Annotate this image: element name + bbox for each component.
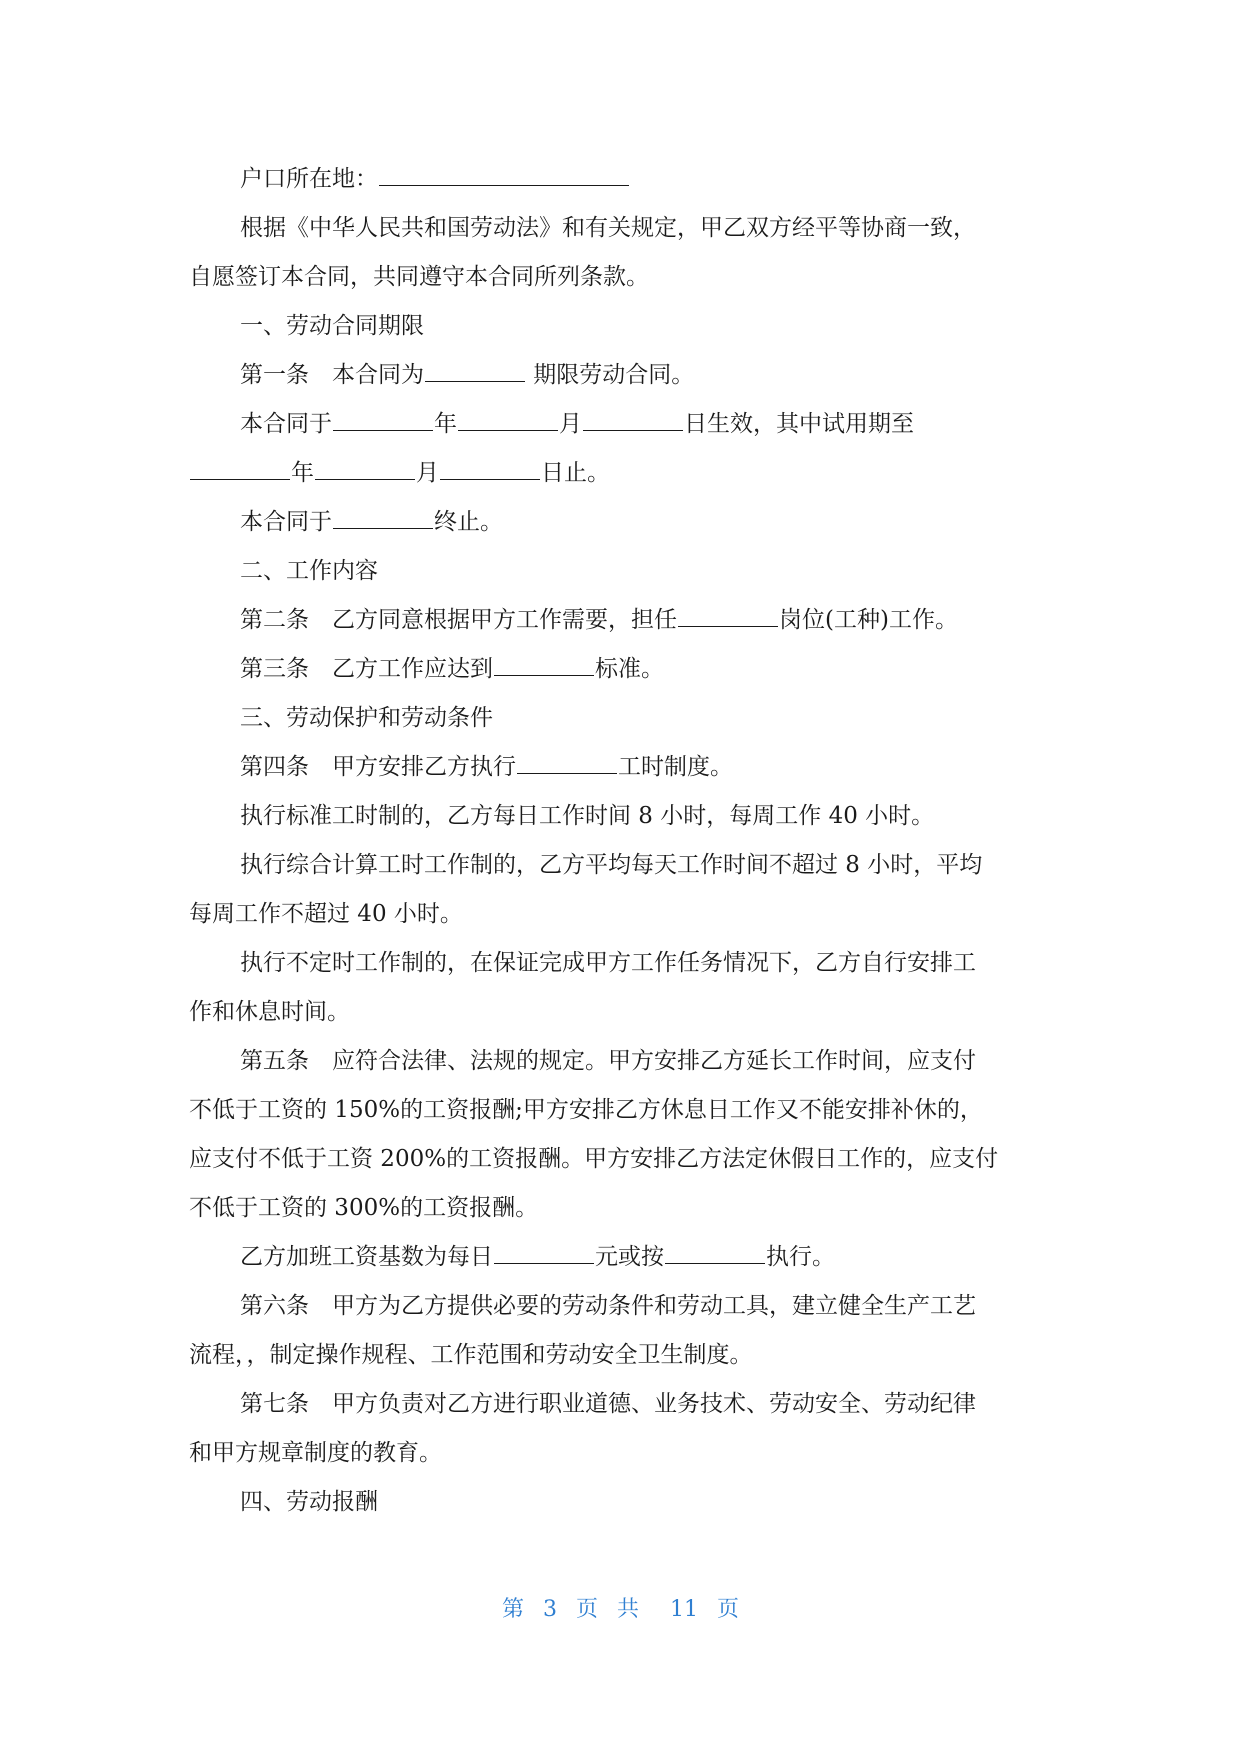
line-text: 三、劳动保护和劳动条件 — [240, 705, 493, 731]
current-page-number: 3 — [542, 1597, 557, 1622]
line-text: 终止。 — [434, 509, 503, 535]
footer-word-ye-end: 页 — [717, 1597, 740, 1622]
line-text: 执行标准工时制的，乙方每日工作时间 8 小时，每周工作 40 小时。 — [240, 803, 935, 829]
fill-in-blank — [678, 602, 778, 627]
footer-word-ye: 页 — [575, 1597, 598, 1622]
line-text: 年 — [291, 460, 314, 486]
page-footer — [0, 1592, 1241, 1623]
fill-in-blank — [517, 749, 617, 774]
paragraph-line — [189, 449, 1051, 498]
line-text: 作和休息时间。 — [189, 999, 350, 1025]
paragraph-line — [189, 498, 1051, 547]
paragraph-line — [189, 939, 1051, 988]
line-text: 本合同于 — [240, 509, 332, 535]
paragraph-line — [189, 253, 1051, 302]
paragraph-line — [189, 890, 1051, 939]
fill-in-blank — [665, 1239, 765, 1264]
fill-in-blank — [440, 455, 540, 480]
line-text: 本合同于 — [240, 411, 332, 437]
fill-in-blank — [315, 455, 415, 480]
fill-in-blank — [583, 406, 683, 431]
paragraph-line — [189, 841, 1051, 890]
line-text: 工时制度。 — [618, 754, 733, 780]
fill-in-blank — [379, 161, 629, 186]
line-text: 第二条 乙方同意根据甲方工作需要，担任 — [240, 607, 677, 633]
paragraph-line — [189, 645, 1051, 694]
paragraph-line — [189, 155, 1051, 204]
paragraph-line — [189, 1380, 1051, 1429]
paragraph-line — [189, 1282, 1051, 1331]
paragraph-line — [189, 694, 1051, 743]
total-page-count: 11 — [670, 1597, 699, 1622]
paragraph-line — [189, 302, 1051, 351]
line-text: 第四条 甲方安排乙方执行 — [240, 754, 516, 780]
paragraph-line — [189, 204, 1051, 253]
line-text: 流程，，制定操作规程、工作范围和劳动安全卫生制度。 — [189, 1342, 753, 1368]
paragraph-line — [189, 1331, 1051, 1380]
fill-in-blank — [458, 406, 558, 431]
paragraph-line — [189, 1135, 1051, 1184]
fill-in-blank — [333, 504, 433, 529]
line-text: 元或按 — [595, 1244, 664, 1270]
line-text: 日生效，其中试用期至 — [684, 411, 914, 437]
line-text: 第三条 乙方工作应达到 — [240, 656, 493, 682]
paragraph-line — [189, 596, 1051, 645]
fill-in-blank — [494, 651, 594, 676]
paragraph-line — [189, 351, 1051, 400]
paragraph-line — [189, 792, 1051, 841]
line-text: 不低于工资的 150%的工资报酬;甲方安排乙方休息日工作又不能安排补休的， — [189, 1097, 983, 1123]
line-text: 期限劳动合同。 — [526, 362, 695, 388]
paragraph-line — [189, 1037, 1051, 1086]
paragraph-line — [189, 1429, 1051, 1478]
paragraph-line — [189, 547, 1051, 596]
line-text: 不低于工资的 300%的工资报酬。 — [189, 1195, 539, 1221]
line-text: 每周工作不超过 40 小时。 — [189, 901, 463, 927]
line-text: 执行综合计算工时工作制的，乙方平均每天工作时间不超过 8 小时，平均 — [240, 852, 983, 878]
line-text: 第五条 应符合法律、法规的规定。甲方安排乙方延长工作时间，应支付 — [240, 1048, 976, 1074]
line-text: 二、工作内容 — [240, 558, 378, 584]
line-text: 执行。 — [766, 1244, 835, 1270]
line-text: 户口所在地： — [240, 166, 378, 192]
line-text: 月 — [416, 460, 439, 486]
contract-body — [189, 155, 1051, 1527]
paragraph-line — [189, 743, 1051, 792]
line-text: 标准。 — [595, 656, 664, 682]
line-text: 第七条 甲方负责对乙方进行职业道德、业务技术、劳动安全、劳动纪律 — [240, 1391, 976, 1417]
paragraph-line — [189, 400, 1051, 449]
line-text: 第六条 甲方为乙方提供必要的劳动条件和劳动工具，建立健全生产工艺 — [240, 1293, 976, 1319]
fill-in-blank — [425, 357, 525, 382]
fill-in-blank — [190, 455, 290, 480]
line-text: 和甲方规章制度的教育。 — [189, 1440, 442, 1466]
paragraph-line — [189, 1233, 1051, 1282]
line-text: 第一条 本合同为 — [240, 362, 424, 388]
line-text: 根据《中华人民共和国劳动法》和有关规定，甲乙双方经平等协商一致， — [240, 215, 976, 241]
line-text: 日止。 — [541, 460, 610, 486]
footer-word-gong: 共 — [617, 1597, 640, 1622]
line-text: 应支付不低于工资 200%的工资报酬。甲方安排乙方法定休假日工作的，应支付 — [189, 1146, 999, 1172]
fill-in-blank — [494, 1239, 594, 1264]
paragraph-line — [189, 1086, 1051, 1135]
paragraph-line — [189, 1478, 1051, 1527]
line-text: 岗位(工种)工作。 — [779, 607, 958, 633]
footer-word-di: 第 — [501, 1597, 524, 1622]
paragraph-line — [189, 988, 1051, 1037]
line-text: 自愿签订本合同，共同遵守本合同所列条款。 — [189, 264, 649, 290]
line-text: 四、劳动报酬 — [240, 1489, 378, 1515]
paragraph-line — [189, 1184, 1051, 1233]
line-text: 一、劳动合同期限 — [240, 313, 424, 339]
line-text: 年 — [434, 411, 457, 437]
line-text: 执行不定时工作制的，在保证完成甲方工作任务情况下，乙方自行安排工 — [240, 950, 976, 976]
line-text: 乙方加班工资基数为每日 — [240, 1244, 493, 1270]
line-text: 月 — [559, 411, 582, 437]
fill-in-blank — [333, 406, 433, 431]
